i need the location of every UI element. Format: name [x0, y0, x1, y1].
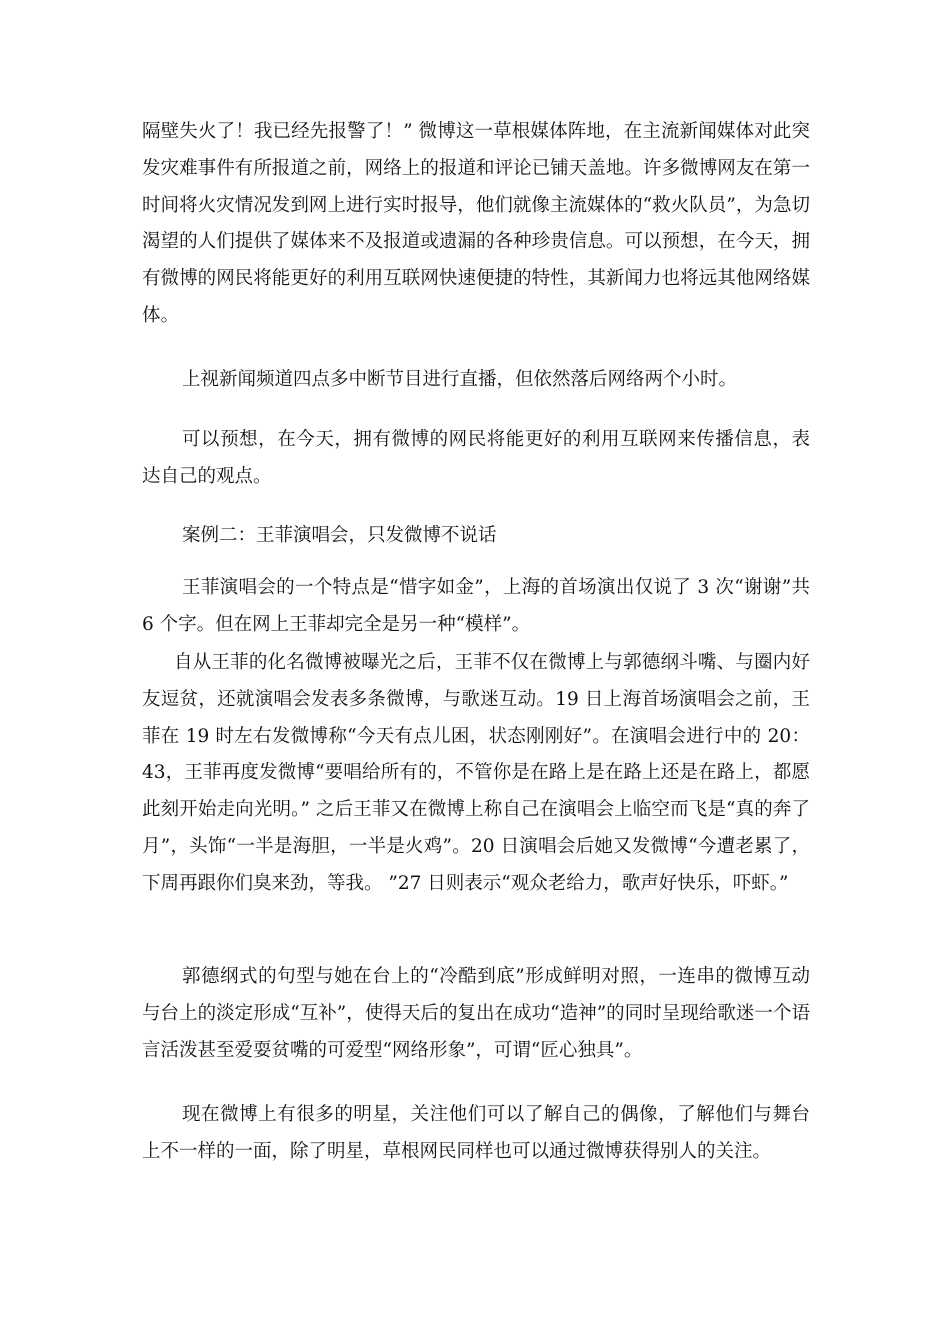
paragraph-foresight: 可以预想，在今天，拥有微博的网民将能更好的利用互联网来传播信息，表达自己的观点。 — [142, 429, 810, 487]
paragraph-celebrities: 现在微博上有很多的明星，关注他们可以了解自己的偶像，了解他们与舞台上不一样的一面，除了明星，草根网民同样也可以通过微博获得别人的关注。 — [142, 1104, 810, 1162]
paragraph-contrast: 郭德纲式的句型与她在台上的“冷酷到底”形成鲜明对照，一连串的微博互动与台上的淡定形成“互补”，使得天后的复出在成功“造神”的同时呈现给歌迷一个语言活泼甚至爱耍贫嘴的可爱型“网络形象”，可谓“匠心独具”。 — [142, 966, 810, 1061]
paragraph-concert-feature: 王菲演唱会的一个特点是“惜字如金”，上海的首场演出仅说了 3 次“谢谢”共 6 个字。但在网上王菲却完全是另一种“模样”。 — [142, 577, 810, 635]
paragraph-fire-report: 隔壁失火了！我已经先报警了！” 微博这一草根媒体阵地，在主流新闻媒体对此突发灾难事件有所报道之前，网络上的报道和评论已铺天盖地。许多微博网友在第一时间将火灾情况发到网上进行实时报导，他们就像主流媒体的“救火队员”，为急切渴望的人们提供了媒体来不及报道或遗漏的各种珍贵信息。可以预想，在今天，拥有微博的网民将能更好的利用互联网快速便捷的特性，其新闻力也将远其他网络媒体。 — [142, 121, 810, 326]
paragraph-weibo-interaction: 自从王菲的化名微博被曝光之后，王菲不仅在微博上与郭德纲斗嘴、与圈内好友逗贫，还就演唱会发表多条微博，与歌迷互动。19 日上海首场演唱会之前，王菲在 19 时左右发微博称“今天有点儿困，状态刚刚好”。在演唱会进行中的 20：43，王菲再度发微博“要唱给所有的，不管你是在路上是在路上还是在路上，都愿此刻开始走向光明。” 之后王菲又在微博上称自己在演唱会上临空而飞是“真的奔了月”，头饰“一半是海胆，一半是火鸡”。20 日演唱会后她又发微博“今遭老累了，下周再跟你们臭来劲，等我。 ”27 日则表示“观众老给力，歌声好快乐，吓虾。” — [142, 652, 810, 894]
case-two-heading: 案例二：王菲演唱会，只发微博不说话 — [182, 525, 497, 546]
paragraph-news-channel: 上视新闻频道四点多中断节目进行直播，但依然落后网络两个小时。 — [182, 369, 738, 390]
